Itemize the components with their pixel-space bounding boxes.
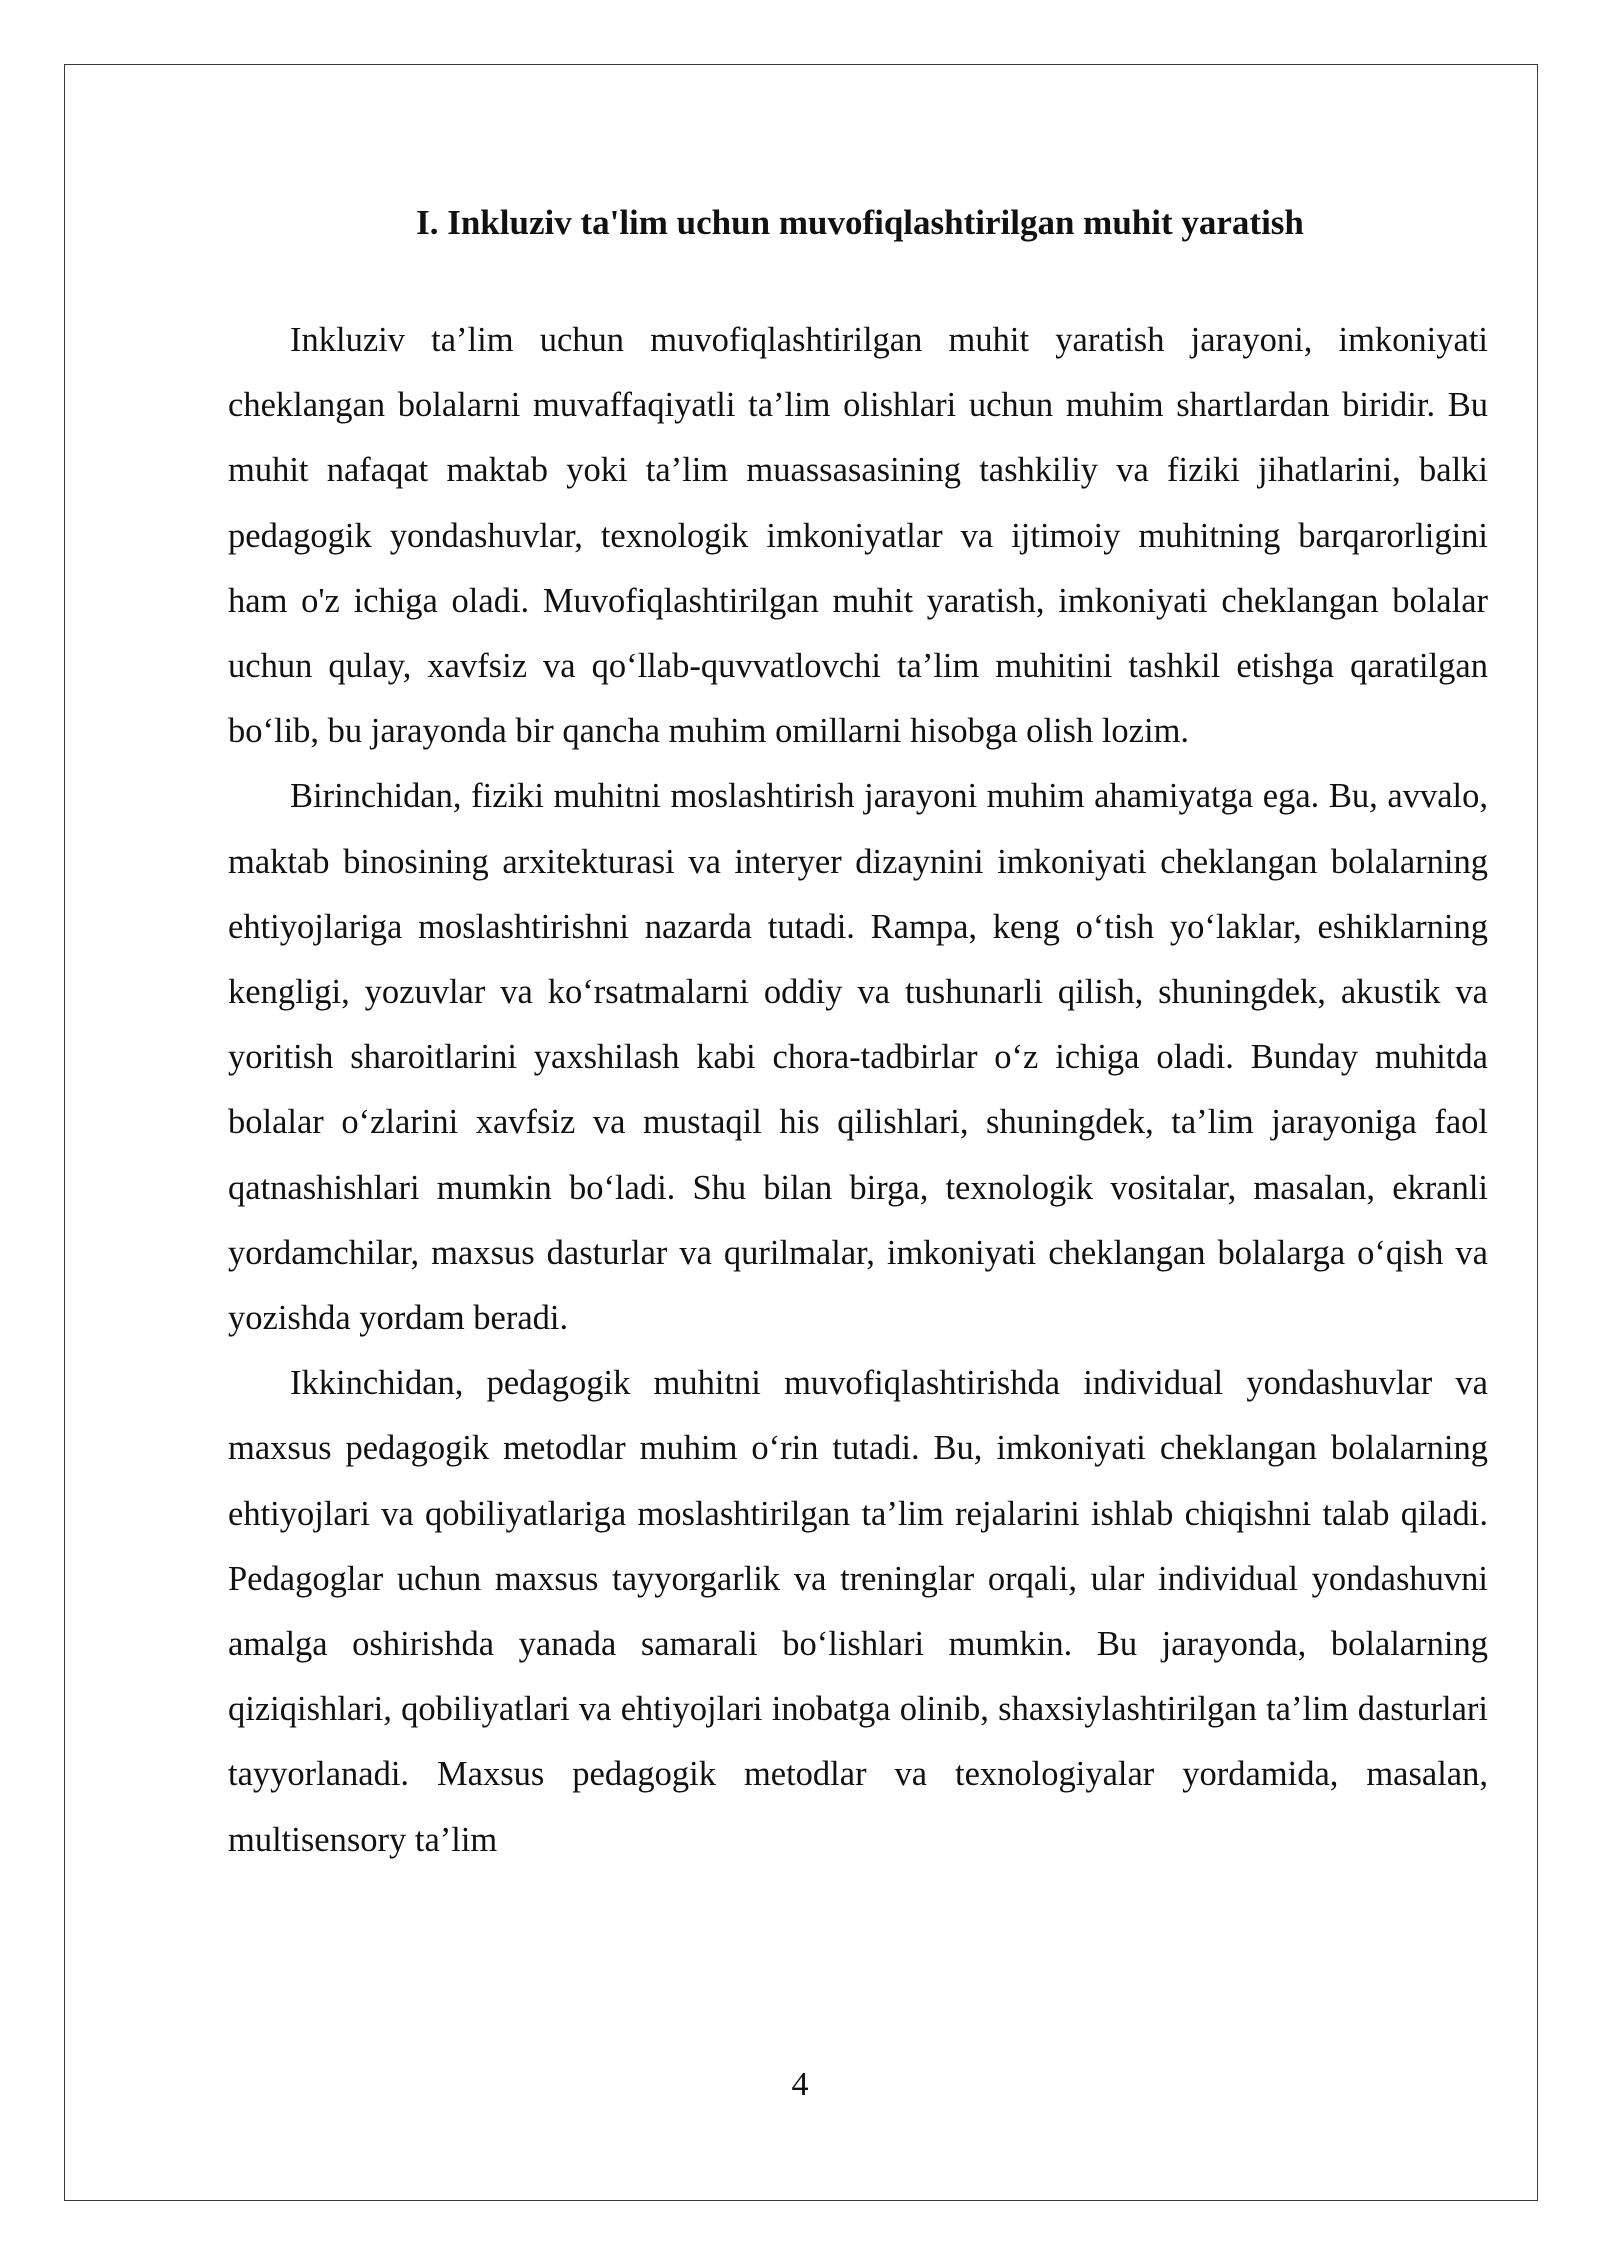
body-text (228, 308, 1488, 1873)
paragraph-2: Birinchidan, fiziki muhitni moslashtirish jarayoni muhim ahamiyatga ega. Bu, avvalo, maktab binosining arxitekturasi va interyer dizaynini imkoniyati cheklangan bolalarning ehtiyojlariga moslashtirishni nazarda tutadi. Rampa, keng o‘tish yo‘laklar, eshiklarning kengligi, yozuvlar va ko‘rsatmalarni oddiy va tushunarli qilish, shuningdek, akustik va yoritish sharoitlarini yaxshilash kabi chora-tadbirlar o‘z ichiga oladi. Bunday muhitda bolalar o‘zlarini xavfsiz va mustaqil his qilishlari, shuningdek, ta’lim jarayoniga faol qatnashishlari mumkin bo‘ladi. Shu bilan birga, texnologik vositalar, masalan, ekranli yordamchilar, maxsus dasturlar va qurilmalar, imkoniyati cheklangan bolalarga o‘qish va yozishda yordam beradi. (228, 777, 1488, 1338)
paragraph-1: Inkluziv ta’lim uchun muvofiqlashtirilgan muhit yaratish jarayoni, imkoniyati cheklangan bolalarni muvaffaqiyatli ta’lim olishlari uchun muhim shartlardan biridir. Bu muhit nafaqat maktab yoki ta’lim muassasasining tashkiliy va fiziki jihatlarini, balki pedagogik yondashuvlar, texnologik imkoniyatlar va ijtimoiy muhitning barqarorligini ham o'z ichiga oladi. Muvofiqlashtirilgan muhit yaratish, imkoniyati cheklangan bolalar uchun qulay, xavfsiz va qo‘llab-quvvatlovchi ta’lim muhitini tashkil etishga qaratilgan bo‘lib, bu jarayonda bir qancha muhim omillarni hisobga olish lozim. (228, 321, 1488, 751)
section-heading: I. Inkluziv ta'lim uchun muvofiqlashtirilgan muhit yaratish (416, 203, 1304, 242)
paragraph-3: Ikkinchidan, pedagogik muhitni muvofiqlashtirishda individual yondashuvlar va maxsus pedagogik metodlar muhim o‘rin tutadi. Bu, imkoniyati cheklangan bolalarning ehtiyojlari va qobiliyatlariga moslashtirilgan ta’lim rejalarini ishlab chiqishni talab qiladi. Pedagoglar uchun maxsus tayyorgarlik va treninglar orqali, ular individual yondashuvni amalga oshirishda yanada samarali bo‘lishlari mumkin. Bu jarayonda, bolalarning qiziqishlari, qobiliyatlari va ehtiyojlari inobatga olinib, shaxsiylashtirilgan ta’lim dasturlari tayyorlanadi. Maxsus pedagogik metodlar va texnologiyalar yordamida, masalan, multisensory ta’lim (228, 1364, 1488, 1859)
page-number: 4 (791, 2066, 809, 2103)
